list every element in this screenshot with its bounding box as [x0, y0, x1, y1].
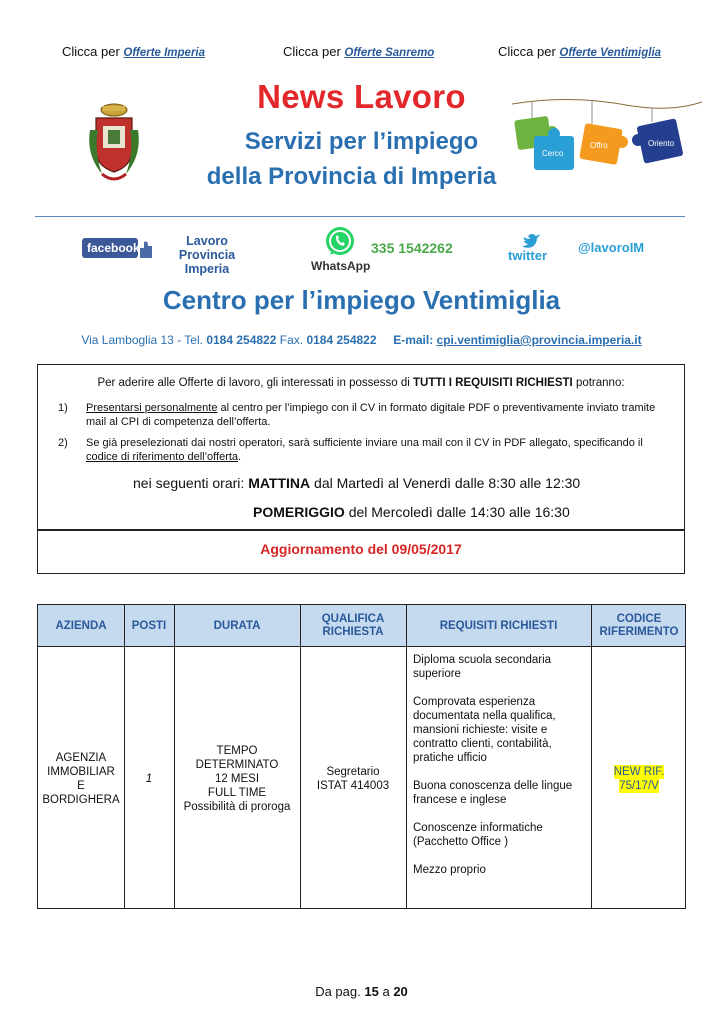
- puzzle-pieces-icon: [512, 96, 702, 186]
- page-footer: Da pag. 15 a 20: [315, 984, 408, 999]
- header-durata: DURATA: [213, 619, 261, 632]
- whatsapp-phone[interactable]: 335 1542262: [371, 240, 453, 256]
- header-posti: POSTI: [131, 619, 167, 632]
- requisito-5: Mezzo proprio: [413, 864, 486, 876]
- facebook-logo-icon[interactable]: [82, 234, 154, 260]
- centro-email-link[interactable]: cpi.ventimiglia@provincia.imperia.it: [436, 333, 642, 347]
- cell-posti: 1: [145, 772, 153, 785]
- whatsapp-icon[interactable]: [324, 226, 356, 258]
- subtitle-provincia: della Provincia di Imperia: [206, 163, 497, 190]
- header-azienda: AZIENDA: [55, 619, 107, 632]
- twitter-logo-text: twitter: [508, 248, 547, 262]
- puzzle-word-oriento: Oriento: [648, 139, 675, 148]
- social-strip: [0, 224, 723, 276]
- cell-codice: NEW RIF. 75/17/V: [613, 765, 665, 792]
- info-divider: [38, 529, 684, 531]
- centro-address: Via Lamboglia 13 - Tel. 0184 254822 Fax. 0184 254822 E-mail: cpi.ventimiglia@provincia.imperia.it: [81, 333, 642, 347]
- top-link-imperia: Clicca per Offerte Imperia: [62, 44, 206, 59]
- orari-pomeriggio: POMERIGGIO del Mercoledì dalle 14:30 alle 16:30: [253, 504, 570, 520]
- twitter-handle[interactable]: @lavoroIM: [578, 240, 645, 255]
- requisito-1: Diploma scuola secondaria superiore: [413, 654, 552, 680]
- orari-mattina: nei seguenti orari: MATTINA dal Martedì al Venerdì dalle 8:30 alle 12:30: [133, 475, 581, 491]
- requisito-2: Comprovata esperienza documentata nella qualifica, mansioni richieste: visite e contratto clienti, contabilità, pratiche ufficio: [413, 696, 556, 764]
- cell-durata: TEMPO DETERMINATO 12 MESI FULL TIME Possibilità di proroga: [183, 744, 291, 813]
- twitter-logo-icon[interactable]: [508, 230, 572, 262]
- requisito-3: Buona conoscenza delle lingue francese e inglese: [413, 780, 573, 806]
- puzzle-word-offro: Offro: [590, 141, 608, 150]
- info-box: Per aderire alle Offerte di lavoro, gli interessati in possesso di TUTTI I REQUISITI RICHIESTI potranno: 1) Presentarsi personalmente al centro per l’impiego con il CV in formato digitale PDF o preventivamente inviato tramite mail al CPI di competenza dell’offerta. 2) Se già preselezionati dai nostri operatori, sarà sufficiente inviare una mail con il CV in PDF allegato, specificando il codice di riferimento dell’offerta. nei seguenti orari: MATTINA dal Martedì al Venerdì dalle 8:30 alle 12:30 POMERIGGIO del Mercoledì dalle 14:30 alle 16:30 Aggiornamento del 09/05/2017: [37, 364, 685, 574]
- header-codice: CODICE RIFERIMENTO: [599, 613, 679, 638]
- requisito-4: Conoscenze informatiche (Pacchetto Office ): [413, 822, 543, 848]
- page-title: News Lavoro: [257, 78, 466, 115]
- top-link-sanremo: Clicca per Offerte Sanremo: [283, 44, 435, 59]
- subtitle-servizi: Servizi per l’impiego: [244, 128, 479, 155]
- info-intro: Per aderire alle Offerte di lavoro, gli interessati in possesso di TUTTI I REQUISITI RICHIESTI potranno:: [97, 377, 625, 389]
- aggiornamento-date: Aggiornamento del 09/05/2017: [260, 541, 462, 557]
- puzzle-word-cerco: Cerco: [542, 149, 564, 158]
- header-requisiti: REQUISITI RICHIESTI: [439, 619, 558, 632]
- link-offerte-ventimiglia[interactable]: Offerte Ventimiglia: [559, 47, 662, 59]
- link-offerte-imperia[interactable]: Offerte Imperia: [123, 47, 206, 59]
- cell-requisiti: [413, 653, 593, 891]
- header-divider: [35, 216, 685, 217]
- top-link-ventimiglia: Clicca per Offerte Ventimiglia: [498, 44, 662, 59]
- cell-azienda: AGENZIA IMMOBILIAR E BORDIGHERA: [42, 751, 120, 806]
- top-links: [0, 44, 723, 66]
- facebook-logo-text: facebook: [87, 241, 140, 255]
- whatsapp-label: WhatsApp: [311, 259, 371, 273]
- header-qualifica: QUALIFICA RICHIESTA: [321, 613, 385, 638]
- facebook-label: Lavoro Provincia Imperia: [178, 234, 236, 276]
- jobs-table: [37, 604, 686, 909]
- centro-title: Centro per l’impiego Ventimiglia: [162, 285, 561, 315]
- link-offerte-sanremo[interactable]: Offerte Sanremo: [344, 47, 435, 59]
- cell-qualifica: Segretario ISTAT 414003: [316, 765, 390, 792]
